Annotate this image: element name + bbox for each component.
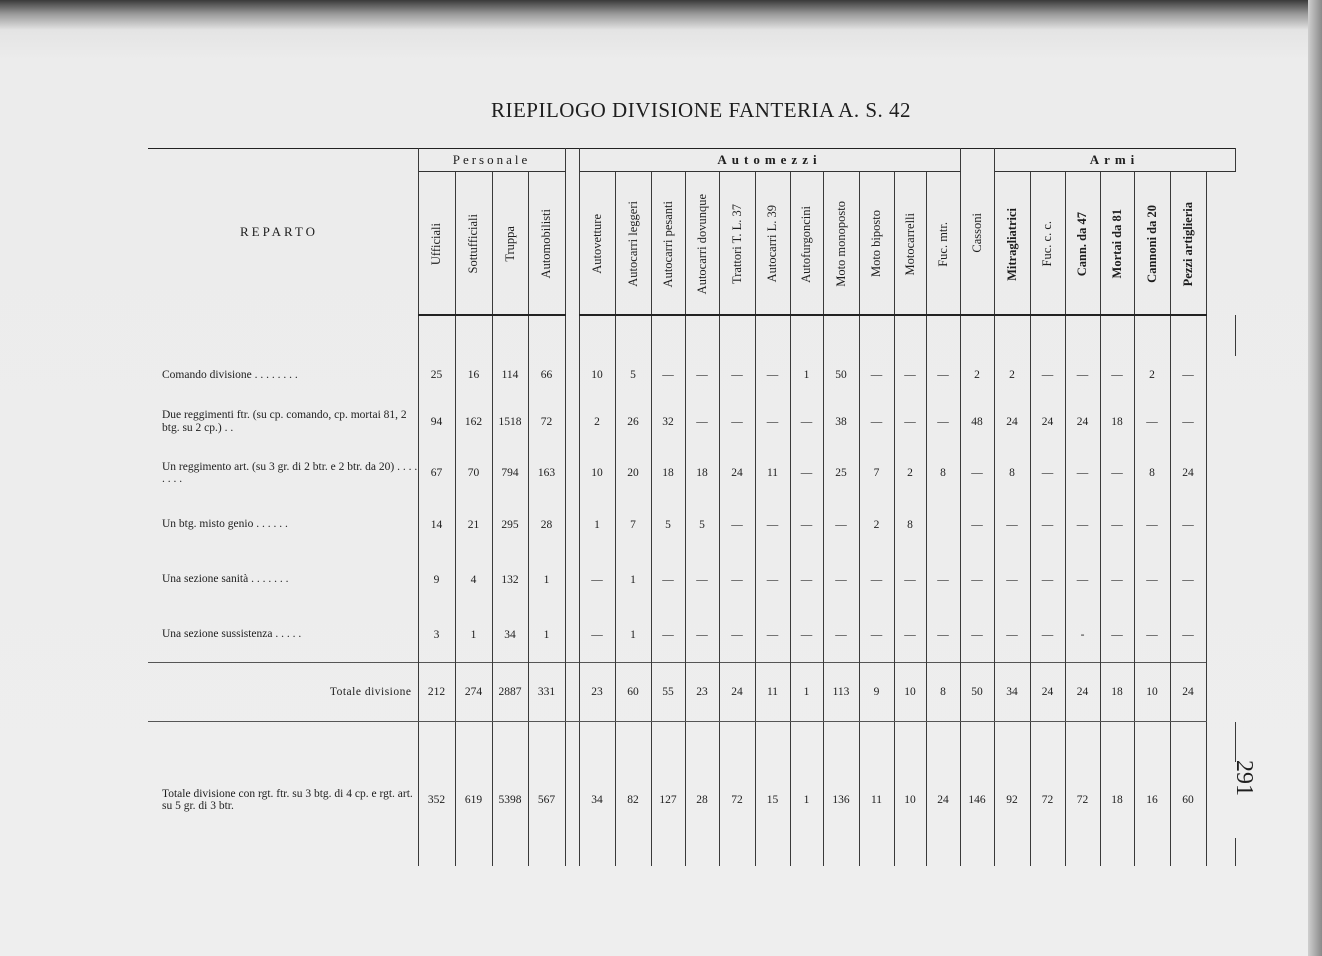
column-gap-cell — [565, 607, 579, 663]
table-cell: — — [894, 394, 926, 449]
table-cell: 8 — [994, 449, 1030, 497]
table-cell: 9 — [418, 552, 455, 607]
column-gap-cell — [565, 356, 579, 394]
col-autocarri-leggeri: Autocarri leggeri — [615, 172, 651, 316]
col-moto-monoposto: Moto monoposto — [823, 172, 859, 316]
col-cannoni-20: Cannoni da 20 — [1134, 172, 1170, 316]
table-row — [148, 497, 1235, 552]
table-cell: 24 — [719, 449, 755, 497]
table-cell: — — [719, 356, 755, 394]
table-row — [148, 356, 1235, 394]
column-gap — [565, 149, 579, 316]
table-cell: — — [926, 552, 960, 607]
table-cell: — — [960, 607, 994, 663]
table-cell: 21 — [455, 497, 492, 552]
column-gap-cell — [565, 449, 579, 497]
table-cell: 24 — [1170, 449, 1206, 497]
table-cell: 567 — [528, 762, 565, 838]
table-cell: — — [894, 552, 926, 607]
table-cell: 1 — [579, 497, 615, 552]
col-autofurgoncini: Autofurgoncini — [790, 172, 823, 316]
table-cell: — — [685, 552, 719, 607]
table-cell: 5 — [685, 497, 719, 552]
table-row — [148, 394, 1235, 449]
table-cell: — — [859, 607, 894, 663]
table-cell: 18 — [651, 449, 685, 497]
table-cell: — — [1134, 552, 1170, 607]
table-cell: 2887 — [492, 663, 528, 722]
col-ufficiali: Ufficiali — [418, 172, 455, 316]
table-cell: 2 — [960, 356, 994, 394]
table-cell: 9 — [859, 663, 894, 722]
table-cell: — — [685, 607, 719, 663]
table-cell: — — [1030, 449, 1065, 497]
row-label: Comando divisione . . . . . . . . — [148, 356, 418, 394]
table-cell: — — [894, 356, 926, 394]
table-cell: 295 — [492, 497, 528, 552]
table-cell: — — [1170, 356, 1206, 394]
table-cell: — — [651, 356, 685, 394]
table-cell: 25 — [418, 356, 455, 394]
col-moto-biposto: Moto biposto — [859, 172, 894, 316]
table-cell: 352 — [418, 762, 455, 838]
col-autocarri-dovunque: Autocarri dovunque — [685, 172, 719, 316]
table-cell: — — [790, 394, 823, 449]
table-cell: — — [1030, 497, 1065, 552]
table-row — [148, 762, 1235, 838]
table-cell: 1 — [790, 663, 823, 722]
table-cell: 2 — [579, 394, 615, 449]
table-cell: 67 — [418, 449, 455, 497]
table-cell: 10 — [579, 356, 615, 394]
page-number: 291 — [1231, 760, 1257, 796]
table-cell: 1 — [790, 762, 823, 838]
table-cell: 1 — [455, 607, 492, 663]
column-gap-cell — [565, 552, 579, 607]
table-cell: 18 — [1100, 663, 1134, 722]
table-cell: — — [1134, 497, 1170, 552]
table-cell: 619 — [455, 762, 492, 838]
group-armi: Armi — [994, 149, 1235, 172]
table-cell: — — [1170, 607, 1206, 663]
table-cell: 23 — [579, 663, 615, 722]
table-cell: 274 — [455, 663, 492, 722]
table-cell: 60 — [615, 663, 651, 722]
table-cell: — — [755, 356, 790, 394]
table-cell: 92 — [994, 762, 1030, 838]
table-cell: — — [685, 394, 719, 449]
table-cell: — — [1065, 552, 1100, 607]
table-cell: — — [685, 356, 719, 394]
col-cassoni: Cassoni — [960, 149, 994, 316]
table-cell: 26 — [615, 394, 651, 449]
row-label: Totale divisione con rgt. ftr. su 3 btg. di 4 cp. e rgt. art. su 5 gr. di 3 btr. — [148, 762, 418, 838]
table-cell: 127 — [651, 762, 685, 838]
table-cell: — — [823, 607, 859, 663]
table-cell: 24 — [1065, 394, 1100, 449]
table-cell: 7 — [859, 449, 894, 497]
table-cell — [926, 497, 960, 552]
table-cell: 34 — [492, 607, 528, 663]
table-cell: 2 — [859, 497, 894, 552]
col-autocarri-l39: Autocarri L. 39 — [755, 172, 790, 316]
table-cell: 10 — [579, 449, 615, 497]
table-cell: 28 — [528, 497, 565, 552]
table-cell: 11 — [755, 449, 790, 497]
table-cell: — — [1100, 607, 1134, 663]
table-cell: 55 — [651, 663, 685, 722]
table-cell: — — [1170, 497, 1206, 552]
table-cell: — — [1100, 497, 1134, 552]
table-cell: — — [859, 356, 894, 394]
table-cell: 11 — [859, 762, 894, 838]
col-pezzi-artiglieria: Pezzi artiglieria — [1170, 172, 1206, 316]
table-cell: 94 — [418, 394, 455, 449]
table-cell: 24 — [1030, 663, 1065, 722]
table-cell: — — [1065, 356, 1100, 394]
table-cell: 1 — [528, 607, 565, 663]
table-cell: 66 — [528, 356, 565, 394]
reparto-header: REPARTO — [148, 149, 418, 316]
table-cell: — — [755, 607, 790, 663]
table-cell: — — [1170, 394, 1206, 449]
table-cell: — — [926, 607, 960, 663]
row-label: Una sezione sanità . . . . . . . — [148, 552, 418, 607]
col-fuc-mtr: Fuc. mtr. — [926, 172, 960, 316]
table-cell: — — [1030, 607, 1065, 663]
table-cell: 32 — [651, 394, 685, 449]
table-cell: — — [960, 497, 994, 552]
col-autovetture: Autovetture — [579, 172, 615, 316]
table-cell: 50 — [823, 356, 859, 394]
table-cell: 18 — [1100, 394, 1134, 449]
table-cell: 162 — [455, 394, 492, 449]
table-cell: 2 — [994, 356, 1030, 394]
table-cell: 24 — [1170, 663, 1206, 722]
column-gap-cell — [565, 762, 579, 838]
table-cell: 16 — [455, 356, 492, 394]
col-motocarrelli: Motocarrelli — [894, 172, 926, 316]
row-label: Una sezione sussistenza . . . . . — [148, 607, 418, 663]
table-cell: 15 — [755, 762, 790, 838]
row-label: Un btg. misto genio . . . . . . — [148, 497, 418, 552]
table-cell: 60 — [1170, 762, 1206, 838]
table-cell: - — [1065, 607, 1100, 663]
table-cell: — — [1030, 356, 1065, 394]
table-cell: 8 — [1134, 449, 1170, 497]
table-cell: 28 — [685, 762, 719, 838]
table-cell: 20 — [615, 449, 651, 497]
table-cell: 38 — [823, 394, 859, 449]
row-label: Due reggimenti ftr. (su cp. comando, cp. mortai 81, 2 btg. su 2 cp.) . . — [148, 394, 418, 449]
col-fuc-cc: Fuc. c. c. — [1030, 172, 1065, 316]
table-cell: — — [719, 497, 755, 552]
table-cell: — — [790, 449, 823, 497]
page-edge-shadow — [1308, 0, 1322, 956]
table-cell: 18 — [685, 449, 719, 497]
table-cell: — — [1134, 394, 1170, 449]
table-cell: 114 — [492, 356, 528, 394]
table-row — [148, 663, 1235, 722]
table-cell: — — [994, 607, 1030, 663]
table-cell: — — [1134, 607, 1170, 663]
table-cell: 146 — [960, 762, 994, 838]
table-cell: 1 — [790, 356, 823, 394]
col-sottufficiali: Sottufficiali — [455, 172, 492, 316]
table-cell: — — [790, 497, 823, 552]
table-row — [148, 552, 1235, 607]
table-row — [148, 449, 1235, 497]
table-cell: — — [579, 552, 615, 607]
table-cell: 794 — [492, 449, 528, 497]
table-cell: — — [1100, 356, 1134, 394]
table-cell: — — [926, 394, 960, 449]
column-gap-cell — [565, 394, 579, 449]
table-cell: 11 — [755, 663, 790, 722]
table-cell: 8 — [926, 663, 960, 722]
table-cell: 331 — [528, 663, 565, 722]
table-cell: 4 — [455, 552, 492, 607]
group-personale: Personale — [418, 149, 565, 172]
table-cell: — — [823, 552, 859, 607]
table-cell: 10 — [894, 762, 926, 838]
table-cell: — — [719, 607, 755, 663]
table-cell: 18 — [1100, 762, 1134, 838]
page-title: RIEPILOGO DIVISIONE FANTERIA A. S. 42 — [490, 98, 912, 122]
row-label: Totale divisione — [148, 663, 418, 722]
table-cell: — — [755, 552, 790, 607]
table-cell: 8 — [894, 497, 926, 552]
table-cell: — — [926, 356, 960, 394]
table-cell: — — [1100, 449, 1134, 497]
table-cell: 82 — [615, 762, 651, 838]
table-cell: — — [719, 552, 755, 607]
table-cell: — — [651, 552, 685, 607]
col-automobilisti: Automobilisti — [528, 172, 565, 316]
table-cell: 163 — [528, 449, 565, 497]
table-cell: — — [823, 497, 859, 552]
col-trattori: Trattori T. L. 37 — [719, 172, 755, 316]
table-cell: 5 — [615, 356, 651, 394]
summary-table — [148, 148, 1236, 866]
table-cell: — — [994, 552, 1030, 607]
table-cell: 1 — [615, 552, 651, 607]
table-cell: 132 — [492, 552, 528, 607]
table-cell: 2 — [894, 449, 926, 497]
table-cell: 72 — [528, 394, 565, 449]
table-cell: 2 — [1134, 356, 1170, 394]
table-cell: — — [859, 552, 894, 607]
table-cell: 24 — [1030, 394, 1065, 449]
table-cell: 7 — [615, 497, 651, 552]
col-autocarri-pesanti: Autocarri pesanti — [651, 172, 685, 316]
table-cell: 34 — [994, 663, 1030, 722]
column-gap-cell — [565, 663, 579, 722]
table-cell: — — [994, 497, 1030, 552]
table-cell: — — [1100, 552, 1134, 607]
table-cell: — — [859, 394, 894, 449]
table-cell: 10 — [1134, 663, 1170, 722]
table-cell: — — [651, 607, 685, 663]
table-cell: 8 — [926, 449, 960, 497]
table-cell: 24 — [719, 663, 755, 722]
table-cell: 113 — [823, 663, 859, 722]
table-cell: — — [790, 607, 823, 663]
table-cell: 212 — [418, 663, 455, 722]
table-cell: 1 — [528, 552, 565, 607]
col-truppa: Truppa — [492, 172, 528, 316]
table-cell: 70 — [455, 449, 492, 497]
table-cell: — — [579, 607, 615, 663]
table-cell: 72 — [1065, 762, 1100, 838]
table-cell: — — [960, 449, 994, 497]
group-automezzi: Automezzi — [579, 149, 960, 172]
table-cell: 1 — [615, 607, 651, 663]
table-cell: — — [1065, 497, 1100, 552]
table-cell: 24 — [994, 394, 1030, 449]
table-cell: 1518 — [492, 394, 528, 449]
table-cell: — — [1030, 552, 1065, 607]
table-cell: 5 — [651, 497, 685, 552]
table-cell: 14 — [418, 497, 455, 552]
table-cell: 48 — [960, 394, 994, 449]
table-cell: 24 — [1065, 663, 1100, 722]
table-cell: 16 — [1134, 762, 1170, 838]
table-cell: — — [790, 552, 823, 607]
row-label: Un reggimento art. (su 3 gr. di 2 btr. e 2 btr. da 20) . . . . . . . . — [148, 449, 418, 497]
table-cell: 34 — [579, 762, 615, 838]
table-cell: 23 — [685, 663, 719, 722]
column-gap-cell — [565, 497, 579, 552]
table-cell: 10 — [894, 663, 926, 722]
table-cell: — — [894, 607, 926, 663]
table-cell: 3 — [418, 607, 455, 663]
table-cell: — — [1170, 552, 1206, 607]
col-cann-47: Cann. da 47 — [1065, 172, 1100, 316]
col-mortai-81: Mortai da 81 — [1100, 172, 1134, 316]
col-mitragliatrici: Mitragliatrici — [994, 172, 1030, 316]
table-cell: — — [1065, 449, 1100, 497]
table-body — [148, 315, 1235, 866]
table-cell: 72 — [719, 762, 755, 838]
table-row — [148, 607, 1235, 663]
table-cell: 72 — [1030, 762, 1065, 838]
table-cell: — — [755, 497, 790, 552]
table-cell: — — [719, 394, 755, 449]
table-cell: 24 — [926, 762, 960, 838]
table-cell: 25 — [823, 449, 859, 497]
table-cell: 50 — [960, 663, 994, 722]
table-cell: — — [960, 552, 994, 607]
table-cell: 136 — [823, 762, 859, 838]
table-cell: 5398 — [492, 762, 528, 838]
table-cell: — — [755, 394, 790, 449]
